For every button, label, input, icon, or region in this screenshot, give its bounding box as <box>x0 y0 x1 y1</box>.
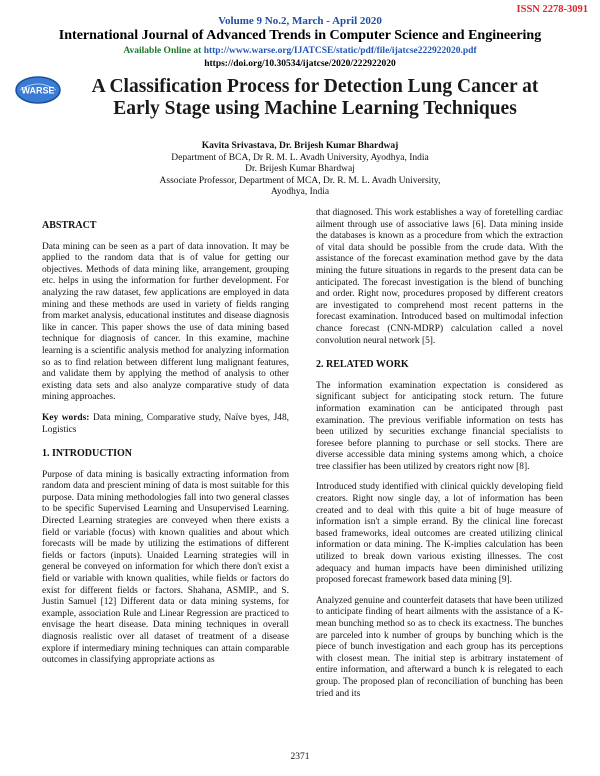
available-online-url[interactable]: http://www.warse.org/IJATCSE/static/pdf/file/ijatcse222922020.pdf <box>203 46 477 56</box>
logo-text: WARSE <box>21 85 55 96</box>
right-column <box>316 208 563 709</box>
page-number: 2371 <box>290 752 310 762</box>
abstract-text: Data mining can be seen as a part of data innovation. It may be applied to the random data that is of value for getting our objectives. Methods of data mining like, arrangement, grouping etc. helps in using the information for further development. For analyzing the raw dataset, few applications are employed in data mining and these methods are used in variety of fields ranging from market analysis, educational institutes and disease diagnosis like in cancer. This paper shows the use of data mining based technique for diagnosis of cancer. In this examine, machine learning is a scientific analysis method for analyzing information so as to find relation between different lung malignant features, and validate them by applying the method of analysis to other existing data sets and also analyze comparative study of data mining approaches. <box>42 241 289 403</box>
introduction-heading: 1. INTRODUCTION <box>42 448 133 460</box>
related-work-paragraph-1: The information examination expectation is considered as significant subject for anticipating stock return. The future information examination can be anticipated through past examination. The previous verifiable information on tests has been utilized by securities exchange financial specialists to foresee before planning to purchase or sell stocks. There are diverse accessible data mining systems among which, a choice tree classifier has been utilized by creators right now [8]. <box>316 380 563 472</box>
affiliation-1: Department of BCA, Dr R. M. L. Avadh University, Ayodhya, India <box>171 152 429 163</box>
keywords <box>42 413 289 436</box>
related-work-heading: 2. RELATED WORK <box>316 359 409 371</box>
volume-line: Volume 9 No.2, March - April 2020 <box>218 15 382 27</box>
issn-label: ISSN 2278-3091 <box>516 4 588 15</box>
related-work-paragraph-2: Introduced study identified with clinical quickly developing field creators. Right now single day, a lot of information has been created and to deal with this quite a bit of huge measure of information isn't a simple errand. By the clinical line forecast based frameworks, ideal outcomes are created utilizing clinical information or data mining. The K-implies calculation has been utilized to break down various existing illnesses. The cost adequacy and human impacts have been diminished utilizing proposed forecast framework based data mining [9]. <box>316 482 563 586</box>
available-online-label: Available Online at <box>123 46 202 56</box>
keywords-text: Data mining, Comparative study, Naïve byes, J48, Logistics <box>42 412 290 435</box>
affiliation-2: Dr. Brijesh Kumar Bhardwaj <box>245 164 355 174</box>
paper-title <box>60 76 570 120</box>
affiliation-4: Ayodhya, India <box>270 187 330 197</box>
paper-title-line2: Early Stage using Machine Learning Techniques <box>113 98 517 119</box>
available-online-line <box>0 46 600 56</box>
author-names: Kavita Srivastava, Dr. Brijesh Kumar Bhardwaj <box>201 141 399 151</box>
paper-title-line1: A Classification Process for Detection Lung Cancer at <box>91 76 539 97</box>
related-work-paragraph-3: Analyzed genuine and counterfeit datasets that have been utilized to anticipate finding of heart ailments with the assistance of a K-mean bunching method so as to check its exactness. The bunches are parceled into k number of groups by bunching which is the piece of bunch investigation and each group has its perceptions with closest mean. The initial step is arbitrary instatement of entire information, and afterward a bunch k is relegated to each group. The proposed plan of reconciliation of bunching has been tried and its <box>316 595 563 699</box>
journal-title: International Journal of Advanced Trends in Computer Science and Engineering <box>58 28 542 43</box>
left-column <box>42 208 289 676</box>
doi-link[interactable]: https://doi.org/10.30534/ijatcse/2020/222922020 <box>204 59 396 69</box>
introduction-text: Purpose of data mining is basically extracting information from random data and prescient mining of data is most suitable for this purpose. Data mining methodologies fall into two general classes to be specific Supervised Learning and Unsupervised Learning. Directed Learning strategies are conveyed when there exists a field or variable (focus) with known qualities and about which forecasts will be made by utilizing the estimations of different fields or factors (inputs). Unaided Learning strategies will in general be conveyed on information for which there don't exist a field or variable with known qualities, while fields or factors do exist for different fields or factors. Shahana, ASMIP., and S. Justin Samuel [12] Different data or data mining systems, for example, association Rule and Linear Regression are practiced to envisage the heart disease. Data mining techniques in overall diagnosis realistic over all dataset of treatment of a disease explore if intermediary mining techniques can attain comparable outcomes in classifying appropriate actions as <box>42 469 289 666</box>
affiliation-3: Associate Professor, Department of MCA, Dr. R. M. L. Avadh University, <box>159 175 441 186</box>
author-block <box>0 141 600 199</box>
introduction-continued-text: that diagnosed. This work establishes a way of foretelling cardiac ailment through use of associative laws [6]. Data mining inside the databases is known as a procedure from which the extraction of vital data should be possible from the crude data. With the assistance of the forecast examination method gave by the data mining the future situations in regards to the present data can be anticipated. The forecast investigation is the blend of bunching and order. Right now, procedures proposed by different creators are investigated to comprehend most recent patterns in the forecast examination. Introduced based on multimodal infection chance forecast (CNN-MDRP) calculation called a novel convolution neural network [5]. <box>316 208 563 346</box>
abstract-heading: ABSTRACT <box>42 220 97 231</box>
keywords-label: Key words: <box>42 412 90 423</box>
